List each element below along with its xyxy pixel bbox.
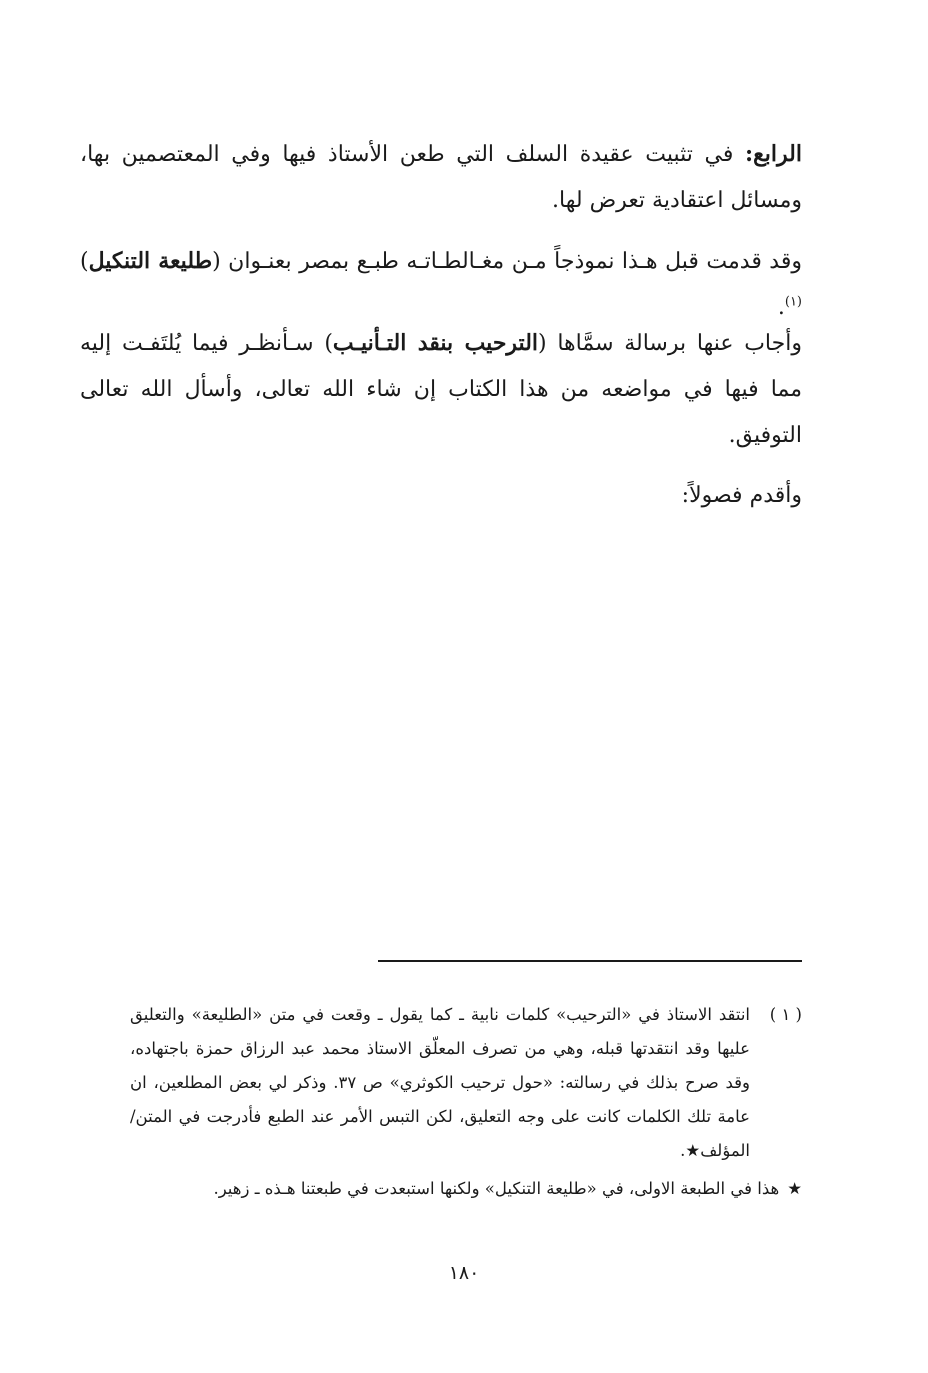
book-title: طليعة التنكيل bbox=[88, 248, 213, 274]
paragraph-text: ) سـأنظـر فيما يُلتَفـت إليه مما فيها في مواضعه من هذا الكتاب إن شاء الله تعالى، وأسأل الله تعالى التوفيق. bbox=[80, 331, 802, 448]
editor-note-text: هذا في الطبعة الاولى، في «طليعة التنكيل» ولكنها استبعدت في طبعتنا هـذه ـ زهير. bbox=[213, 1179, 780, 1198]
paragraph-text: ) bbox=[80, 249, 89, 274]
footnotes bbox=[80, 998, 802, 1206]
paragraph-chapters-intro bbox=[80, 473, 802, 519]
book-title: الترحيب بنقد التـأنيـب bbox=[332, 330, 539, 356]
paragraph-text: وقد قدمت قبل هـذا نموذجاً مـن مغـالطـاتـه طبـع بمصر بعنـوان ( bbox=[212, 249, 802, 274]
editor-note bbox=[80, 1172, 802, 1206]
paragraph-text: . bbox=[777, 295, 785, 320]
paragraph-reply bbox=[80, 320, 802, 459]
paragraph-previous-work bbox=[80, 238, 802, 331]
footnote-reference: (١) bbox=[784, 294, 802, 310]
paragraph-text: في تثبيت عقيدة السلف التي طعن الأستاذ فيها وفي المعتصمين بها، ومسائل اعتقادية تعرض لها. bbox=[80, 142, 802, 213]
page-number: ١٨٠ bbox=[448, 1262, 480, 1284]
footnote-divider bbox=[378, 960, 802, 962]
paragraph-text: وأجاب عنها برسالة سمَّاها ( bbox=[538, 331, 802, 356]
paragraph-text: وأقدم فصولاً: bbox=[681, 483, 802, 508]
paragraph-fourth-chapter bbox=[80, 131, 802, 224]
footnote bbox=[80, 998, 802, 1168]
footnote-number: ( ١ ) bbox=[769, 1005, 802, 1024]
star-icon: ★ bbox=[787, 1179, 802, 1198]
footnote-text: انتقد الاستاذ في «الترحيب» كلمات نابية ـ كما يقول ـ وقعت في متن «الطليعة» والتعليق عليها وقد انتقدتها قبله، وهي من تصرف المعلّق الاستاذ محمد عبد الرزاق حمزة باجتهاده، وقد صرح بذلك في رسالته: «حول ترحيب الكوثري» ص ٣٧. وذكر لي بعض المطلعين، ان عامة تلك الكلمات كانت على وجه التعليق، لكن التبس الأمر عند الطبع فأدرجت في المتن/ المؤلف★. bbox=[130, 1005, 750, 1160]
paragraph-heading: الرابع: bbox=[744, 141, 802, 167]
